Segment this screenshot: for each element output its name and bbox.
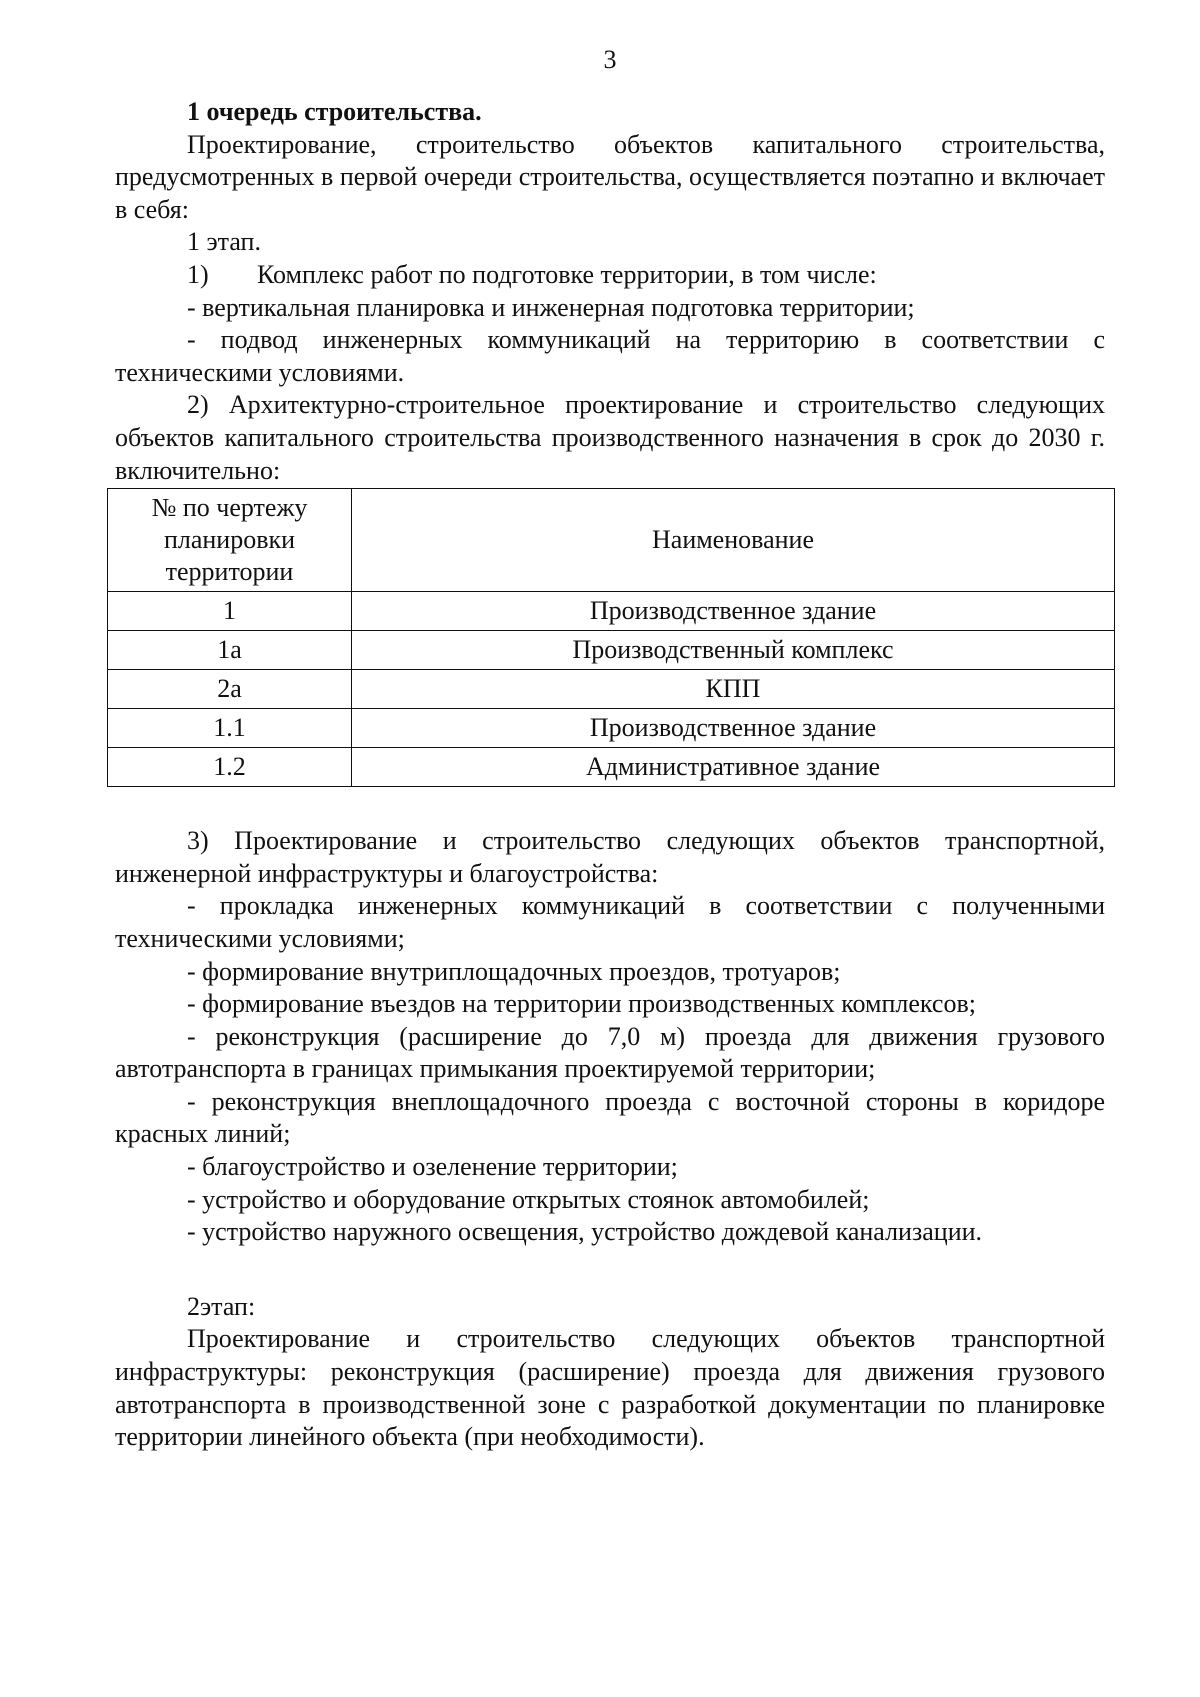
row-number-cell: 1 — [108, 592, 352, 631]
spacer — [115, 787, 1105, 825]
row-number-cell: 1а — [108, 631, 352, 670]
row-name-cell: Производственный комплекс — [352, 631, 1115, 670]
table-header-row — [108, 489, 1115, 592]
table-row — [108, 631, 1115, 670]
row-name-cell: КПП — [352, 670, 1115, 709]
item1-bullet: - вертикальная планировка и инженерная подготовка территории; — [187, 292, 915, 322]
table-row — [108, 748, 1115, 787]
stage2-label: 2этап: — [187, 1291, 256, 1321]
item3-bullet: - формирование въездов на территории производственных комплексов; — [187, 989, 976, 1019]
row-number-cell: 2а — [108, 670, 352, 709]
document-body — [115, 96, 1105, 1454]
row-name-cell: Производственное здание — [352, 592, 1115, 631]
intro-paragraph: Проектирование, строительство объектов капитального строительства, предусмотренных в первой очереди строительства, осуществляется поэтапно и включает в себя: — [115, 129, 1105, 224]
item3-bullet: - устройство наружного освещения, устройство дождевой канализации. — [187, 1217, 983, 1247]
item3-bullet: - прокладка инженерных коммуникаций в соответствии с полученными техническими условиями; — [115, 891, 1105, 953]
row-name-cell: Административное здание — [352, 748, 1115, 787]
section-heading: 1 очередь строительства. — [187, 97, 482, 126]
objects-table — [107, 488, 1115, 787]
item1 — [115, 259, 1105, 292]
page-number: 3 — [603, 45, 617, 74]
table-row — [108, 670, 1115, 709]
row-number-cell: 1.1 — [108, 709, 352, 748]
header-number-cell: № по чертежу планировки территории — [108, 489, 352, 592]
stage1-label: 1 этап. — [187, 227, 261, 257]
item3-bullet: - реконструкция внеплощадочного проезда с восточной стороны в коридоре красных линий; — [115, 1086, 1105, 1149]
table-row — [108, 709, 1115, 748]
row-name-cell: Производственное здание — [352, 709, 1115, 748]
item2-paragraph: 2) Архитектурно-строительное проектирование и строительство следующих объектов капитального строительства производственного назначения в срок до 2030 г. включительно: — [115, 390, 1105, 485]
item3-bullet: - устройство и оборудование открытых стоянок автомобилей; — [187, 1184, 870, 1214]
item1-number: 1) — [187, 259, 209, 289]
spacer — [115, 1249, 1105, 1291]
header-name-cell: Наименование — [352, 489, 1115, 592]
item1-bullet: - подвод инженерных коммуникаций на территорию в соответствии с техническими условиями. — [115, 325, 1105, 387]
item3-bullet: - реконструкция (расширение до 7,0 м) проезда для движения грузового автотранспорта в границах примыкания проектируемой территории; — [115, 1021, 1105, 1084]
stage2-paragraph: Проектирование и строительство следующих объектов транспортной инфраструктуры: реконструкция (расширение) проезда для движения грузового автотранспорта в производственной зоне с разработкой документации по планировке территории линейного объекта (при необходимости). — [115, 1324, 1105, 1452]
item3-paragraph: 3) Проектирование и строительство следующих объектов транспортной, инженерной инфраструктуры и благоустройства: — [115, 826, 1105, 888]
item3-bullet: - благоустройство и озеленение территории; — [187, 1152, 678, 1182]
item1-text: Комплекс работ по подготовке территории, в том числе: — [257, 259, 877, 289]
row-number-cell: 1.2 — [108, 748, 352, 787]
table-row — [108, 592, 1115, 631]
item3-bullet: - формирование внутриплощадочных проездов, тротуаров; — [187, 956, 841, 986]
